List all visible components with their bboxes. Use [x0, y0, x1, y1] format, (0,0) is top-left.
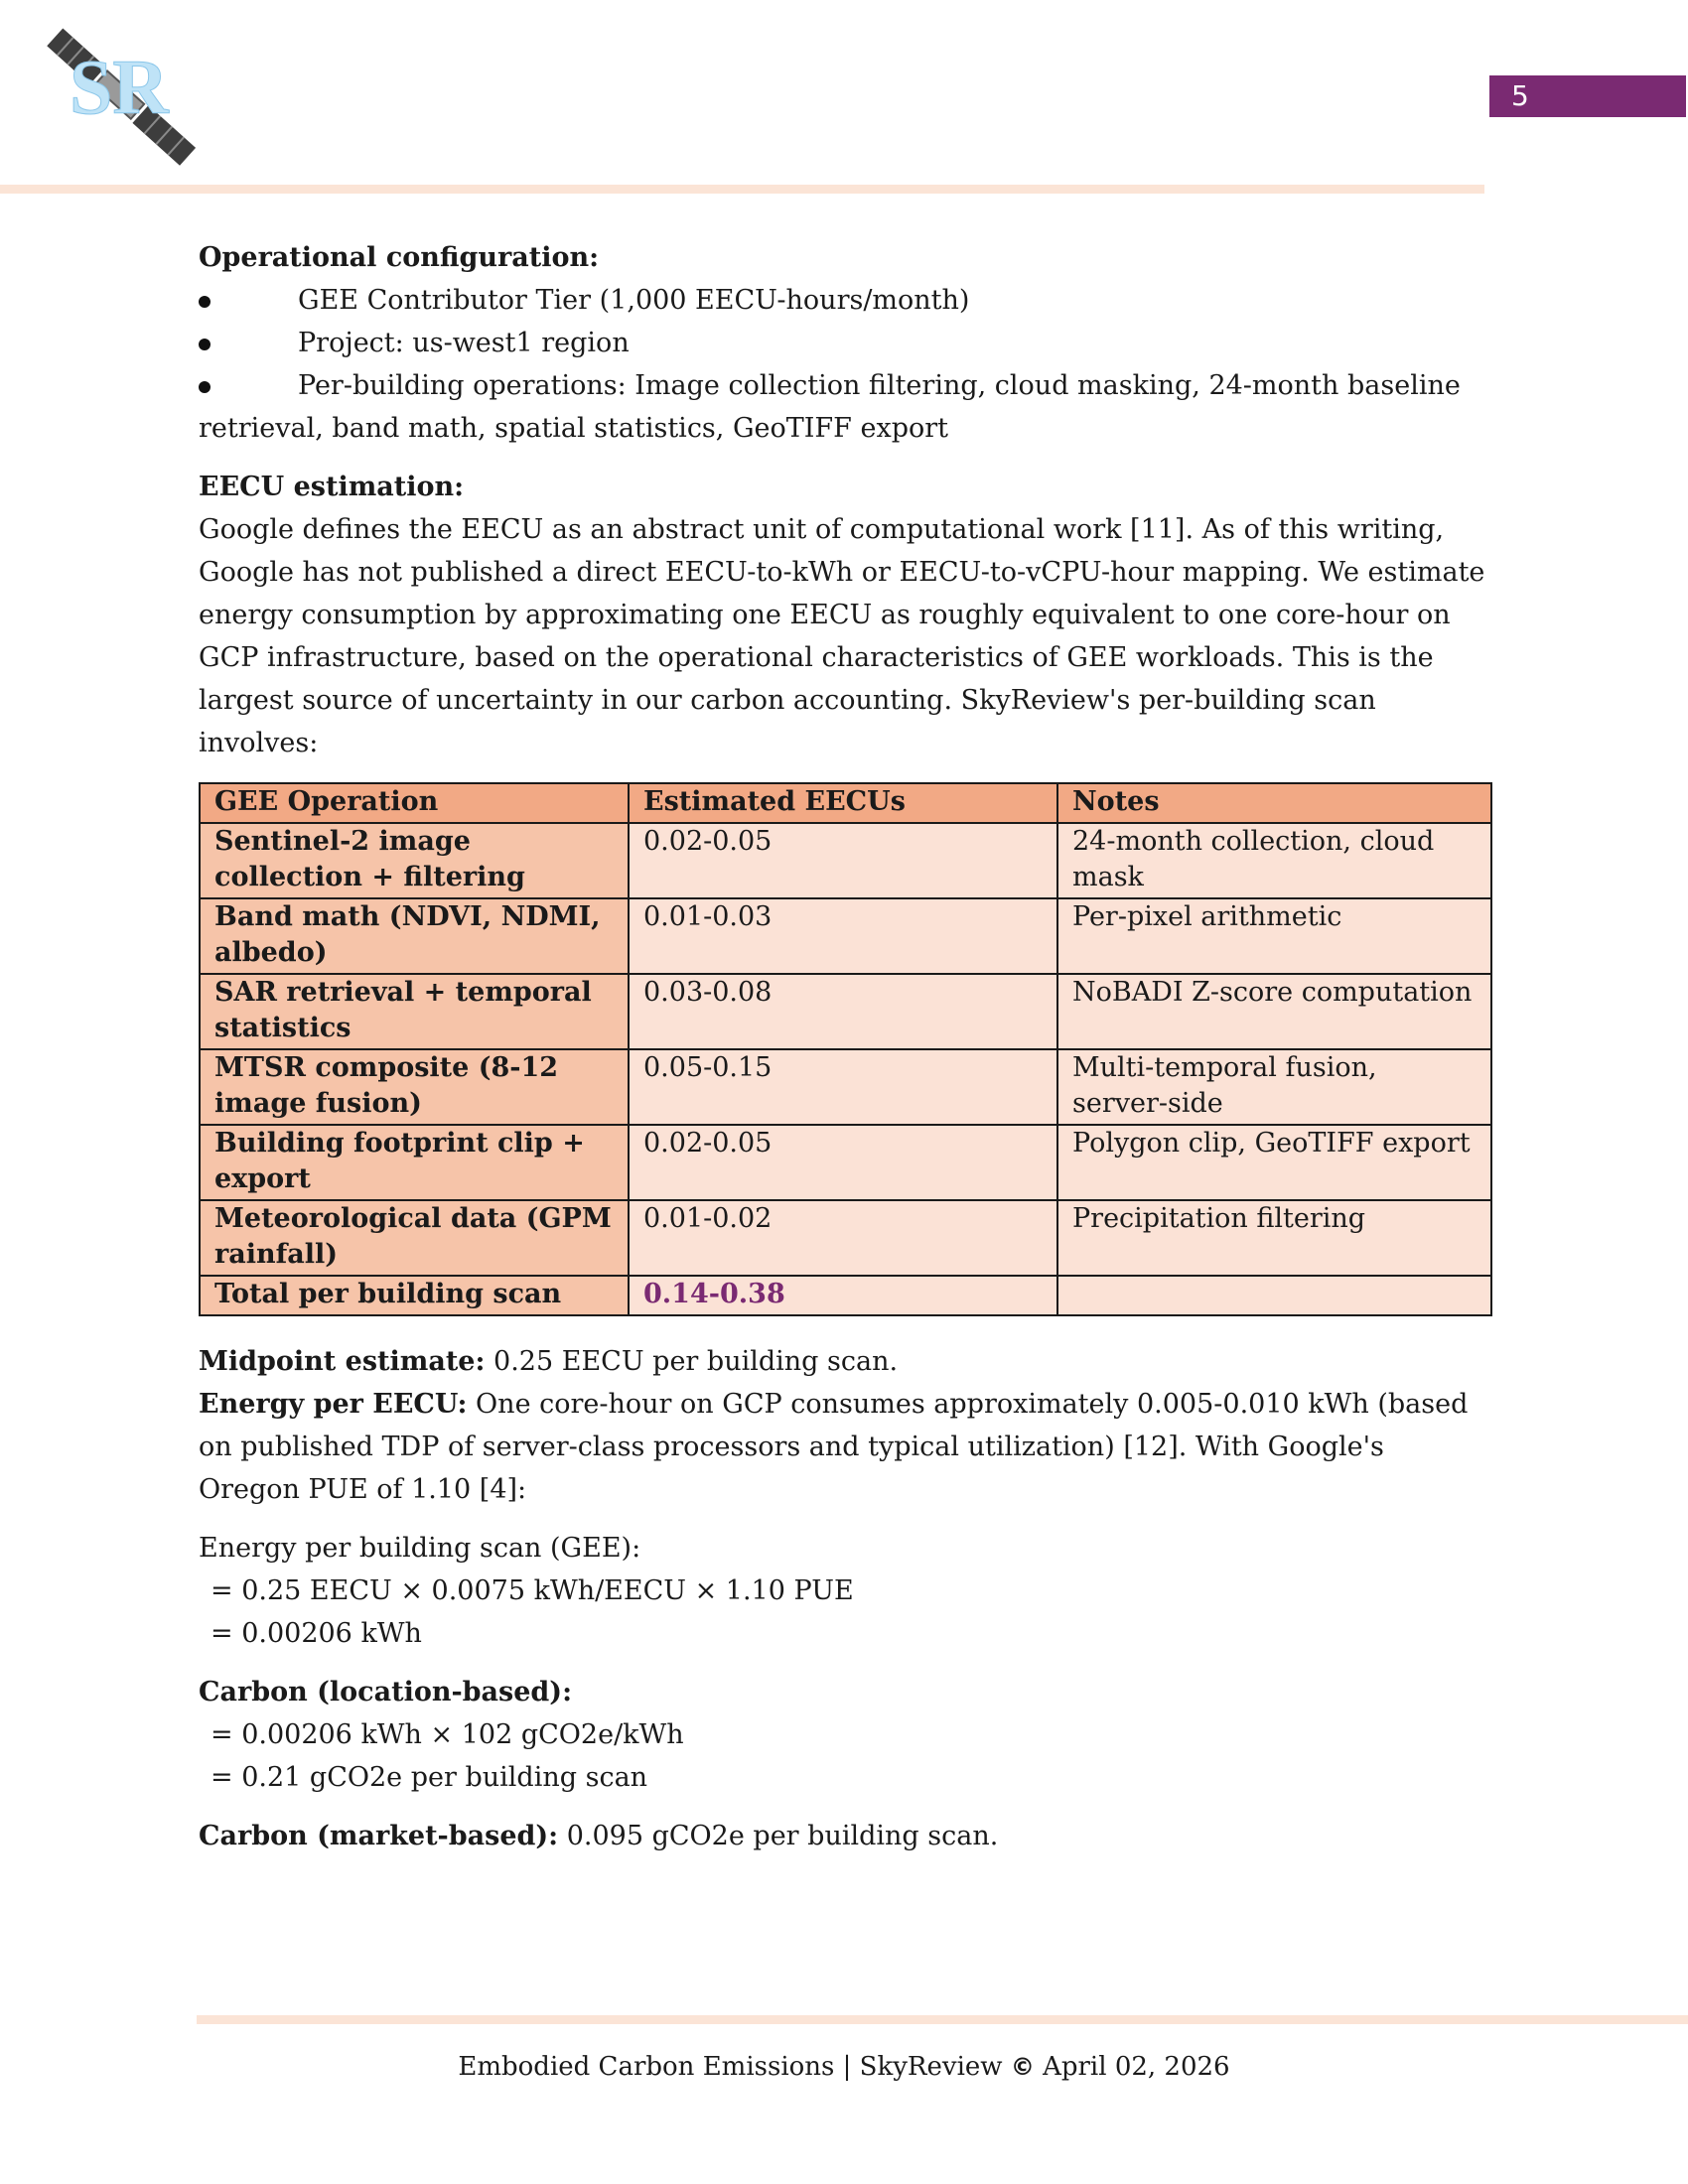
- operation-cell: Meteorological data (GPM rainfall): [200, 1200, 629, 1276]
- notes-cell: Per-pixel arithmetic: [1057, 898, 1491, 974]
- eecu-cell: 0.05-0.15: [629, 1049, 1057, 1125]
- operation-cell: Sentinel-2 image collection + filtering: [200, 823, 629, 898]
- carbon-formula: = 0.00206 kWh × 102 gCO2e/kWh: [211, 1719, 684, 1750]
- table-total-row: [200, 1276, 1491, 1315]
- energy-result: = 0.00206 kWh: [211, 1618, 422, 1649]
- total-label-cell: Total per building scan: [200, 1276, 629, 1315]
- bullet-icon: [199, 296, 211, 308]
- eecu-paragraph: Google defines the EECU as an abstract unit of computational work [11]. As of this writing, Google has not published a direct EECU-to-kWh or EECU-to-vCPU-hour mapping. We estimate energy consumption by approximating one EECU as roughly equivalent to one core-hour on GCP infrastructure, based on the operational characteristics of GEE workloads. This is the largest source of uncertainty in our carbon accounting. SkyReview's per-building scan involves:: [199, 514, 1485, 758]
- eecu-cell: 0.01-0.02: [629, 1200, 1057, 1276]
- list-item: Project: us-west1 region: [199, 322, 1489, 364]
- eecu-table: [199, 782, 1492, 1316]
- company-logo: [40, 22, 209, 171]
- footer-divider: [197, 2015, 1688, 2024]
- eecu-cell: 0.02-0.05: [629, 823, 1057, 898]
- notes-cell: NoBADI Z-score computation: [1057, 974, 1491, 1049]
- table-header-row: [200, 783, 1491, 823]
- column-header: GEE Operation: [200, 783, 629, 823]
- page-footer: Embodied Carbon Emissions | SkyReview © April 02, 2026: [458, 2052, 1230, 2082]
- energy-formula: = 0.25 EECU × 0.0075 kWh/EECU × 1.10 PUE: [211, 1575, 854, 1606]
- bullet-icon: [199, 339, 211, 350]
- list-item: GEE Contributor Tier (1,000 EECU-hours/month): [199, 279, 1489, 322]
- operational-list: [199, 279, 1489, 450]
- table-row: [200, 1125, 1491, 1200]
- eecu-cell: 0.02-0.05: [629, 1125, 1057, 1200]
- energy-paragraph: Energy per EECU: One core-hour on GCP consumes approximately 0.005-0.010 kWh (based on published TDP of server-class processors and typical utilization) [12]. With Google's Oregon PUE of 1.10 [4]:: [199, 1389, 1469, 1505]
- eecu-cell: 0.03-0.08: [629, 974, 1057, 1049]
- table-row: [200, 898, 1491, 974]
- operational-heading: Operational configuration:: [199, 242, 600, 273]
- carbon-market-line: Carbon (market-based): 0.095 gCO2e per building scan.: [199, 1821, 999, 1851]
- main-content: [199, 236, 1489, 1857]
- header-divider: [0, 185, 1484, 194]
- notes-cell: Precipitation filtering: [1057, 1200, 1491, 1276]
- eecu-cell: 0.01-0.03: [629, 898, 1057, 974]
- carbon-result: = 0.21 gCO2e per building scan: [211, 1762, 648, 1793]
- eecu-heading: EECU estimation:: [199, 472, 465, 502]
- notes-cell: Polygon clip, GeoTIFF export: [1057, 1125, 1491, 1200]
- column-header: Notes: [1057, 783, 1491, 823]
- total-notes-cell: [1057, 1276, 1491, 1315]
- page-number: 5: [1489, 75, 1686, 117]
- energy-scan-title: Energy per building scan (GEE):: [199, 1533, 641, 1564]
- total-value-cell: 0.14-0.38: [629, 1276, 1057, 1315]
- notes-cell: 24-month collection, cloud mask: [1057, 823, 1491, 898]
- operation-cell: Band math (NDVI, NDMI, albedo): [200, 898, 629, 974]
- notes-cell: Multi-temporal fusion, server-side: [1057, 1049, 1491, 1125]
- logo-lettering: SR: [70, 44, 169, 130]
- copyright-symbol: ©: [1010, 2053, 1035, 2081]
- table-row: [200, 823, 1491, 898]
- operation-cell: MTSR composite (8-12 image fusion): [200, 1049, 629, 1125]
- table-row: [200, 1200, 1491, 1276]
- operation-cell: SAR retrieval + temporal statistics: [200, 974, 629, 1049]
- bullet-icon: [199, 381, 211, 393]
- carbon-location-heading: Carbon (location-based):: [199, 1677, 573, 1707]
- table-row: [200, 974, 1491, 1049]
- list-item: Per-building operations: Image collection filtering, cloud masking, 24-month baseline retrieval, band math, spatial statistics, GeoTIFF export: [199, 370, 1461, 444]
- table-row: [200, 1049, 1491, 1125]
- column-header: Estimated EECUs: [629, 783, 1057, 823]
- midpoint-line: Midpoint estimate: 0.25 EECU per building scan.: [199, 1346, 899, 1377]
- operation-cell: Building footprint clip + export: [200, 1125, 629, 1200]
